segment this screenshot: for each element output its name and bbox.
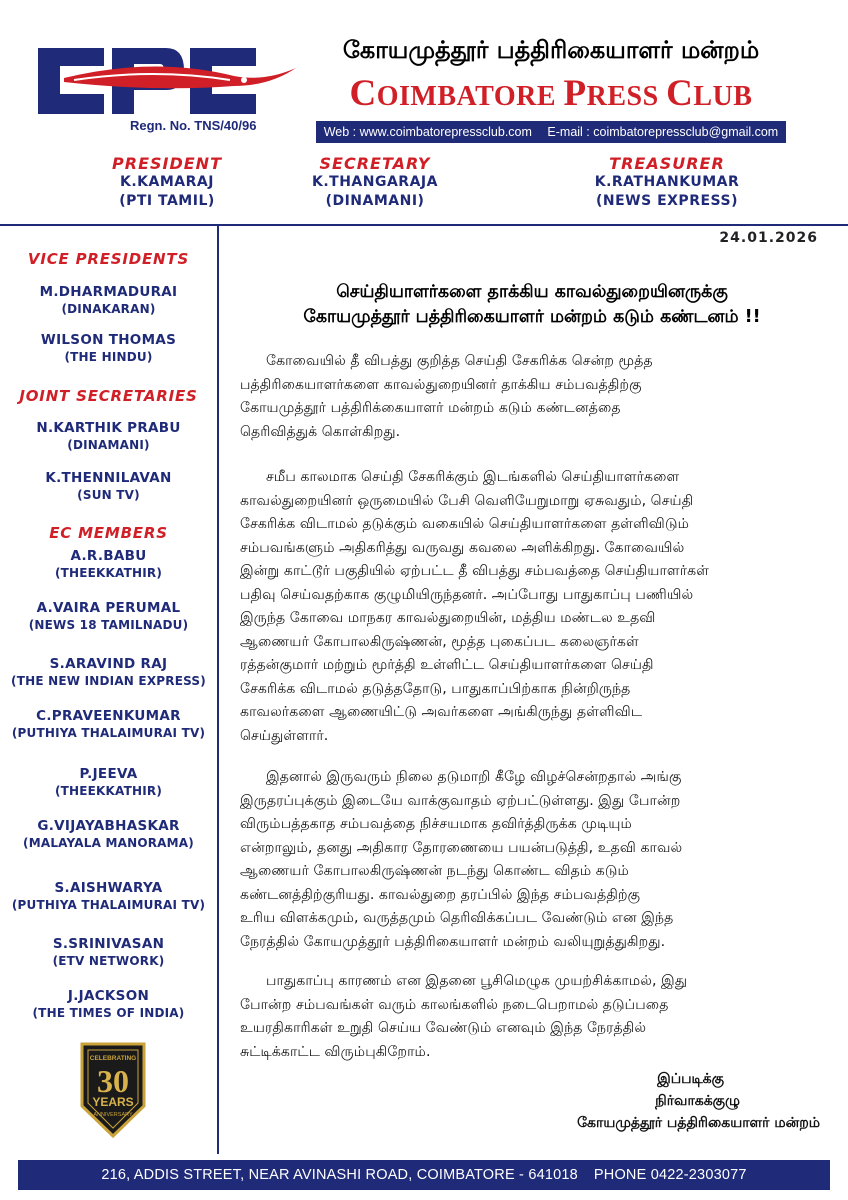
office-secretary <box>260 154 490 211</box>
badge-years: YEARS <box>92 1095 134 1109</box>
paragraph-4 <box>240 970 830 1064</box>
para-line: சேகரிக்க விடாமல் தடுக்கும் வகையில் செய்தியாளர்களை தள்ளிவிடும் <box>240 516 690 532</box>
para-line: இதனால் இருவரும் நிலை தடுமாறி கீழே விழச்சென்றதால் அங்கு <box>266 769 682 785</box>
organization: (DINAMANI) <box>325 193 425 209</box>
paragraph-2 <box>240 466 830 748</box>
member-org: (SUN TV) <box>77 488 140 502</box>
letter-date: 24.01.2026 <box>719 230 818 246</box>
sign-line: இப்படிக்கு <box>657 1071 724 1087</box>
title-initial: P <box>563 73 587 114</box>
header-divider <box>0 224 848 226</box>
person-name: K.THANGARAJA <box>312 174 438 190</box>
member-entry <box>0 766 217 799</box>
member-name: M.DHARMADURAI <box>39 284 178 300</box>
joint-secretaries-title: JOINT SECRETARIES <box>19 387 198 405</box>
member-entry <box>0 708 217 741</box>
role-label: SECRETARY <box>319 154 431 173</box>
role-label: PRESIDENT <box>112 154 222 173</box>
para-line: ஆணையர் கோபாலகிருஷ்ணன், மூத்த புகைப்பட கலைஞர்கள் <box>240 633 639 650</box>
member-org: (THE NEW INDIAN EXPRESS) <box>11 674 206 688</box>
person-name: K.RATHANKUMAR <box>594 174 740 190</box>
member-org: (MALAYALA MANORAMA) <box>23 836 194 850</box>
para-line: சேகரிக்க விடாமல் தடுத்ததோடு, பாதுகாப்பிற்காக நின்றிருந்த <box>240 680 631 697</box>
paragraph-1 <box>240 350 830 444</box>
para-line: உயரதிகாரிகள் உறுதி செய்ய வேண்டும் எனவும் இந்த நேரத்தில் <box>240 1020 647 1036</box>
member-name: S.ARAVIND RAJ <box>49 656 168 672</box>
website-link[interactable]: Web : www.coimbatorepressclub.com <box>323 125 532 139</box>
title-part: RESS <box>586 81 667 112</box>
para-line: தெரிவித்துக் கொள்கிறது. <box>240 423 401 440</box>
organization: (NEWS EXPRESS) <box>596 193 738 209</box>
para-line: பதிவு செய்வதற்காக குழுமியிருந்தனர். அப்போது பாதுகாப்பு பணியில் <box>240 586 694 603</box>
para-line: கோவையில் தீ விபத்து குறித்த செய்தி சேகரிக்க சென்ற மூத்த <box>266 353 653 369</box>
member-org: (DINAMANI) <box>67 438 150 452</box>
member-org: (PUTHIYA THALAIMURAI TV) <box>11 726 206 740</box>
email-link[interactable]: E-mail : coimbatorepressclub@gmail.com <box>547 125 779 139</box>
sidebar-divider <box>217 224 219 1154</box>
club-name-english <box>316 72 786 115</box>
member-entry <box>0 600 217 633</box>
role-label: TREASURER <box>609 154 725 173</box>
member-name: G.VIJAYABHASKAR <box>37 818 180 834</box>
title-part: LUB <box>693 81 753 112</box>
para-line: சமீப காலமாக செய்தி சேகரிக்கும் இடங்களில் செய்தியாளர்களை <box>266 469 680 485</box>
member-name: S.SRINIVASAN <box>52 936 165 952</box>
headline-line: கோயமுத்தூர் பத்திரிகையாளர் மன்றம் கடும் கண்டனம் !! <box>303 307 761 327</box>
member-org: (THE HINDU) <box>64 350 153 364</box>
member-entry <box>0 470 217 503</box>
title-part: OIMBATORE <box>376 81 564 112</box>
member-entry <box>0 332 217 365</box>
person-name: K.KAMARAJ <box>120 174 214 190</box>
member-org: (PUTHIYA THALAIMURAI TV) <box>11 898 206 912</box>
para-line: போன்ற சம்பவங்கள் வரும் காலங்களில் நடைபெறாமல் தடுப்பதை <box>240 996 669 1013</box>
footer-phone: PHONE 0422-2303077 <box>593 1167 747 1183</box>
headline-line: செய்தியாளர்களை தாக்கிய காவல்துறையினருக்கு <box>336 282 728 302</box>
title-initial: C <box>349 73 377 114</box>
para-line: கண்டனத்திற்குரியது. காவல்துறை தரப்பில் இந்த சம்பவத்திற்கு <box>240 886 641 903</box>
para-line: சம்பவங்களும் அதிகரித்து வருவது கவலை அளிக்கிறது. கோவையில் <box>240 539 685 556</box>
member-org: (THEEKKATHIR) <box>54 784 163 798</box>
signature-block <box>440 1068 820 1134</box>
sign-line: கோயமுத்தூர் பத்திரிகையாளர் மன்றம் <box>577 1115 820 1131</box>
para-line: உரிய விளக்கமும், வருத்தமும் தெரிவிக்கப்பட வேண்டும் என இந்த <box>240 910 674 926</box>
para-line: சுட்டிக்காட்ட விரும்புகிறோம். <box>240 1043 431 1060</box>
vice-presidents-title: VICE PRESIDENTS <box>27 250 190 268</box>
member-entry <box>0 880 217 913</box>
para-line: விரும்பத்தகாத சம்பவத்தை நிச்சயமாக தவிர்த்திருக்க முடியும் <box>240 816 632 832</box>
member-org: (THE TIMES OF INDIA) <box>32 1006 185 1020</box>
para-line: இருந்த கோவை மாநகர காவல்துறையின், மத்திய மண்டல உதவி <box>240 610 656 626</box>
para-line: என்றாலும், தனது அதிகார தோரணையை பயன்படுத்தி, உதவி காவல் <box>240 839 683 856</box>
para-line: ரத்தன்குமார் மற்றும் மூர்த்தி உள்ளிட்ட செய்தியாளர்களை செய்தி <box>240 657 654 673</box>
para-line: பாதுகாப்பு காரணம் என இதனை பூசிமெழுக முயற்சிக்காமல், இது <box>266 973 688 989</box>
member-org: (THEEKKATHIR) <box>54 566 163 580</box>
organization: (PTI TAMIL) <box>119 193 215 209</box>
member-entry <box>0 420 217 453</box>
letter-headline <box>232 280 832 330</box>
badge-number: 30 <box>97 1063 129 1099</box>
para-line: காவல்துறையினர் ஒருமையில் பேசி வெளியேறுமாறு ஏசுவதும், செய்தி <box>240 492 694 509</box>
member-entry <box>0 656 217 689</box>
footer-address-bar <box>18 1160 830 1190</box>
member-name: C.PRAVEENKUMAR <box>36 708 181 724</box>
paragraph-3 <box>240 766 830 954</box>
member-entry <box>0 548 217 581</box>
office-treasurer <box>552 154 782 211</box>
member-entry <box>0 988 217 1021</box>
member-name: WILSON THOMAS <box>40 332 177 348</box>
member-org: (NEWS 18 TAMILNADU) <box>28 618 189 632</box>
para-line: இன்று காட்டூர் பகுதியில் ஏற்பட்ட தீ விபத்து சம்பவத்தை செய்தியாளர்கள் <box>240 563 709 579</box>
anniversary-shield-icon <box>78 1040 148 1140</box>
member-name: N.KARTHIK PRABU <box>36 420 181 436</box>
member-entry <box>0 818 217 851</box>
member-entry <box>0 936 217 969</box>
member-org: (ETV NETWORK) <box>52 954 165 968</box>
member-name: A.VAIRA PERUMAL <box>36 600 181 616</box>
ec-members-title: EC MEMBERS <box>49 524 168 542</box>
member-name: J.JACKSON <box>67 988 150 1004</box>
badge-bottom-text: ANNIVERSARY <box>93 1112 133 1118</box>
member-name: S.AISHWARYA <box>54 880 163 896</box>
para-line: நேரத்தில் கோயமுத்தூர் பத்திரிகையாளர் மன்றம் வலியுறுத்துகிறது. <box>240 933 666 950</box>
para-line: செய்துள்ளார். <box>240 727 329 744</box>
office-president <box>52 154 282 211</box>
member-name: A.R.BABU <box>70 548 147 564</box>
badge-top-text: CELEBRATING <box>89 1055 137 1062</box>
para-line: ஆணையர் கோபாலகிருஷ்ணன் நடந்து கொண்ட விதம் கடும் <box>240 863 629 879</box>
member-name: K.THENNILAVAN <box>45 470 172 486</box>
para-line: இருதரப்புக்கும் இடையே வாக்குவாதம் ஏற்பட்டுள்ளது. இது போன்ற <box>240 792 681 809</box>
club-name-tamil: கோயமுத்தூர் பத்திரிகையாளர் மன்றம் <box>342 36 760 64</box>
sign-line: நிர்வாகக்குழு <box>655 1093 740 1109</box>
registration-number: Regn. No. TNS/40/96 <box>130 118 257 133</box>
title-initial: C <box>666 73 694 114</box>
member-org: (DINAKARAN) <box>61 302 156 316</box>
member-entry <box>0 284 217 317</box>
footer-address: 216, ADDIS STREET, NEAR AVINASHI ROAD, COIMBATORE - 641018 <box>101 1167 578 1183</box>
para-line: காவலர்களை ஆணையிட்டு அவர்களை அங்கிருந்து தள்ளிவிட <box>240 704 643 720</box>
contact-bar <box>316 121 786 143</box>
member-name: P.JEEVA <box>79 766 138 782</box>
para-line: பத்திரிகையாளர்களை காவல்துறையினர் தாக்கிய சம்பவத்திற்கு <box>240 376 642 393</box>
para-line: கோயமுத்தூர் பத்திரிக்கையாளர் மன்றம் கடும் கண்டனத்தை <box>240 400 621 416</box>
